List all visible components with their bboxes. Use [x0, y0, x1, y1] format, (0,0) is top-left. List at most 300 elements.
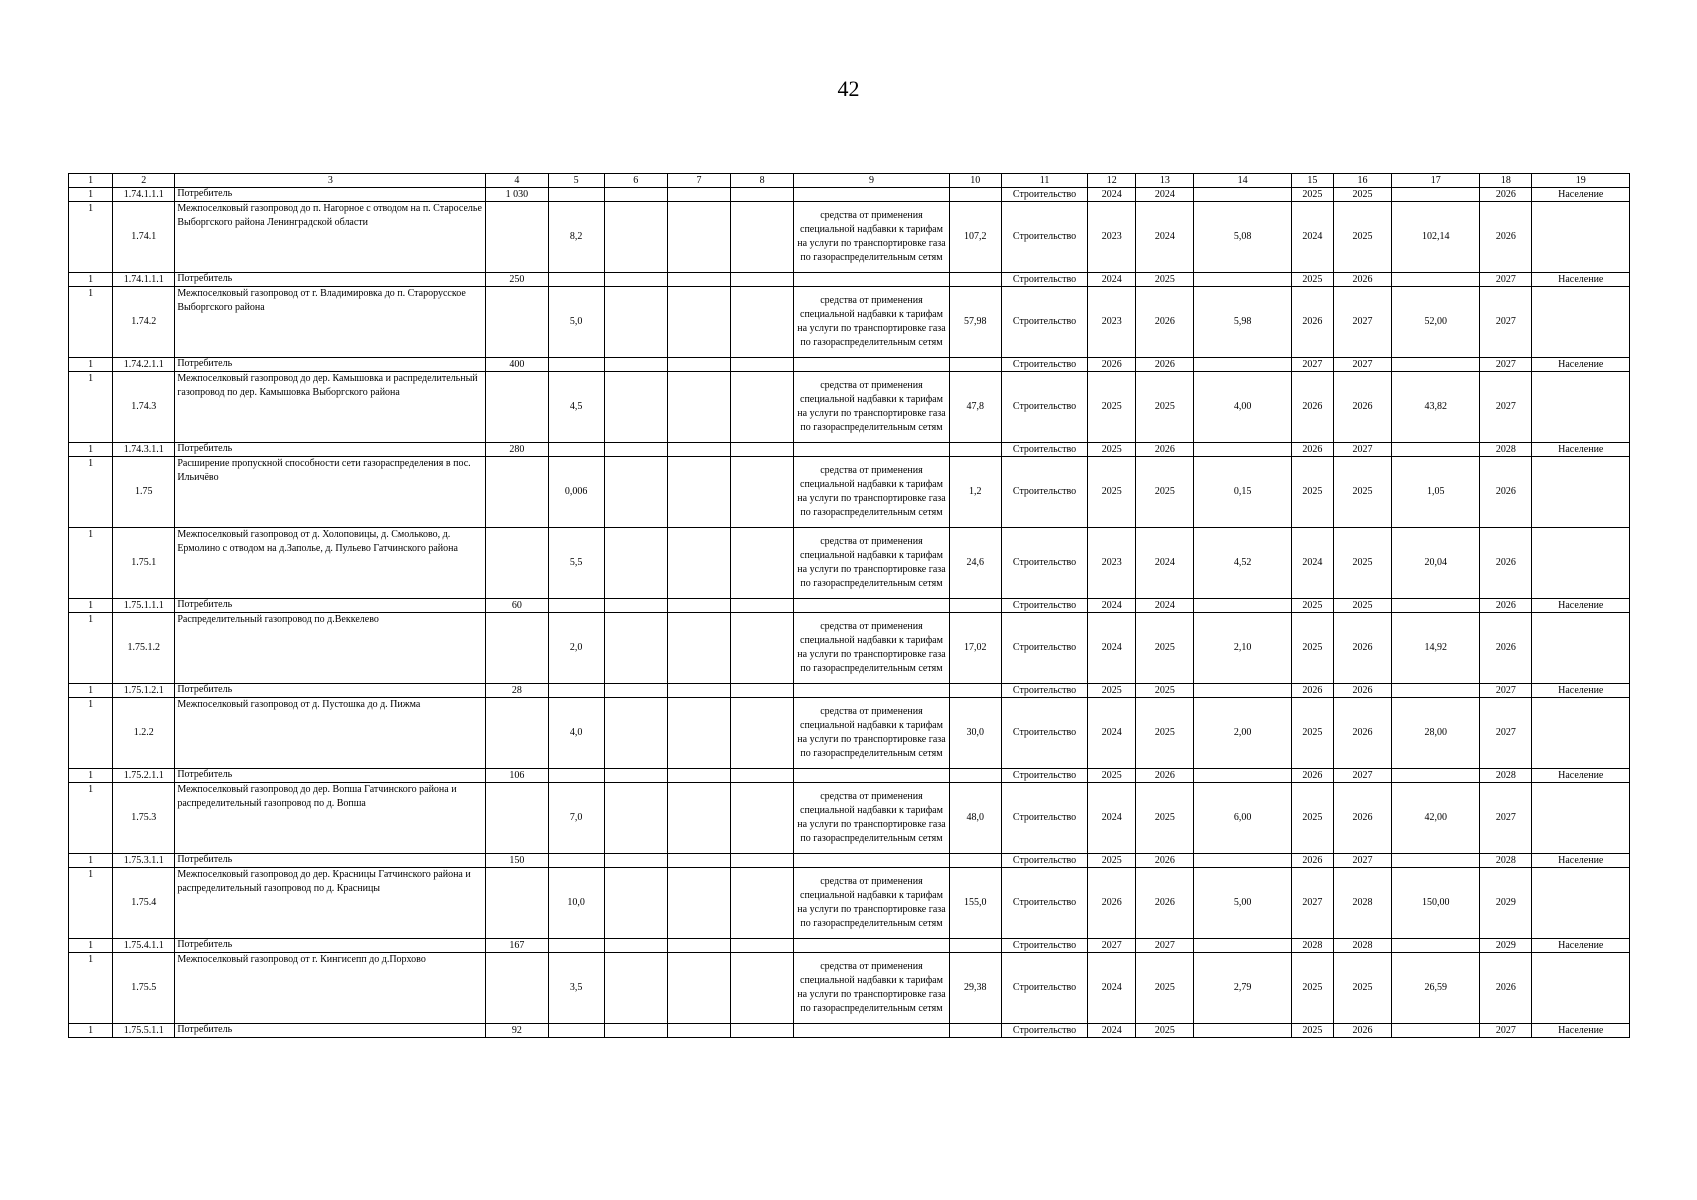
table-cell: 2025	[1088, 684, 1136, 698]
table-cell	[667, 188, 730, 202]
table-cell	[486, 783, 548, 854]
column-header: 9	[794, 174, 949, 188]
table-cell: Потребитель	[175, 358, 486, 372]
table-cell: Расширение пропускной способности сети газораспределения в пос. Ильичёво	[175, 457, 486, 528]
table-cell: 2025	[1291, 698, 1333, 769]
table-cell	[1532, 953, 1630, 1024]
table-cell: Распределительный газопровод по д.Веккелево	[175, 613, 486, 684]
column-header: 6	[604, 174, 667, 188]
table-cell: 0,15	[1194, 457, 1291, 528]
table-cell: 7,0	[548, 783, 604, 854]
table-cell: 2025	[1291, 273, 1333, 287]
table-cell	[731, 769, 794, 783]
table-cell: 1	[69, 939, 113, 953]
table-cell: 30,0	[949, 698, 1001, 769]
table-cell	[949, 188, 1001, 202]
table-cell: 1.75.3.1.1	[113, 854, 175, 868]
table-cell: 2025	[1291, 599, 1333, 613]
table-cell: средства от применения специальной надбавки к тарифам на услуги по транспортировке газа по газораспределительным сетям	[794, 868, 949, 939]
table-cell	[949, 443, 1001, 457]
table-cell: 106	[486, 769, 548, 783]
table-cell	[1532, 287, 1630, 358]
table-cell: 4,0	[548, 698, 604, 769]
project-row	[69, 953, 1630, 1024]
column-header: 4	[486, 174, 548, 188]
table-cell	[1532, 372, 1630, 443]
table-cell: 2026	[1136, 854, 1194, 868]
table-cell	[1194, 769, 1291, 783]
table-cell	[667, 287, 730, 358]
table-cell: 5,00	[1194, 868, 1291, 939]
table-cell	[1392, 443, 1480, 457]
table-cell	[604, 358, 667, 372]
table-cell: Строительство	[1001, 599, 1087, 613]
table-cell	[604, 868, 667, 939]
table-cell: 1.75.5.1.1	[113, 1024, 175, 1038]
table-cell: 2024	[1088, 188, 1136, 202]
table-cell: Потребитель	[175, 769, 486, 783]
table-cell: 2026	[1333, 613, 1391, 684]
table-cell: 1 030	[486, 188, 548, 202]
table-cell	[1392, 769, 1480, 783]
table-cell: 1.74.3	[113, 372, 175, 443]
table-cell: 3,5	[548, 953, 604, 1024]
table-cell	[1392, 684, 1480, 698]
project-row	[69, 613, 1630, 684]
table-cell: 2,79	[1194, 953, 1291, 1024]
table-cell: 2026	[1480, 528, 1532, 599]
table-cell: Межпоселковый газопровод от г. Кингисепп до д.Порхово	[175, 953, 486, 1024]
table-cell	[1194, 939, 1291, 953]
table-cell	[604, 1024, 667, 1038]
table-cell	[731, 457, 794, 528]
table-cell: 2025	[1333, 528, 1391, 599]
table-cell: Строительство	[1001, 1024, 1087, 1038]
table-cell: 28,00	[1392, 698, 1480, 769]
table-cell: 150	[486, 854, 548, 868]
column-header: 5	[548, 174, 604, 188]
table-cell: 2028	[1480, 443, 1532, 457]
table-cell: 2025	[1088, 372, 1136, 443]
table-cell: 2027	[1480, 783, 1532, 854]
table-cell: 1	[69, 783, 113, 854]
column-header: 1	[69, 174, 113, 188]
table-cell	[1532, 457, 1630, 528]
table-cell: 2024	[1136, 528, 1194, 599]
table-cell	[604, 287, 667, 358]
table-cell: Население	[1532, 599, 1630, 613]
table-cell: 2026	[1333, 273, 1391, 287]
table-cell	[1532, 613, 1630, 684]
table-cell: 2029	[1480, 868, 1532, 939]
table-cell: Население	[1532, 273, 1630, 287]
table-cell	[667, 698, 730, 769]
table-cell: 1	[69, 372, 113, 443]
table-cell	[604, 684, 667, 698]
table-cell: 2025	[1333, 188, 1391, 202]
table-cell: 1.75.4.1.1	[113, 939, 175, 953]
table-cell	[667, 599, 730, 613]
table-cell: 1.2.2	[113, 698, 175, 769]
table-cell	[949, 273, 1001, 287]
table-cell: Потребитель	[175, 188, 486, 202]
table-cell: 2027	[1480, 287, 1532, 358]
table-cell: 1.75.5	[113, 953, 175, 1024]
table-cell: 2026	[1480, 599, 1532, 613]
table-cell: 2025	[1291, 953, 1333, 1024]
table-cell: 1,05	[1392, 457, 1480, 528]
table-cell	[1532, 868, 1630, 939]
table-cell	[548, 854, 604, 868]
table-cell	[731, 358, 794, 372]
table-cell	[1532, 783, 1630, 854]
table-cell	[949, 769, 1001, 783]
table-cell: 102,14	[1392, 202, 1480, 273]
table-cell	[548, 443, 604, 457]
table-cell: 2027	[1333, 358, 1391, 372]
table-cell: 6,00	[1194, 783, 1291, 854]
table-cell	[604, 443, 667, 457]
table-cell: 2025	[1291, 457, 1333, 528]
table-cell	[486, 528, 548, 599]
table-cell: 2024	[1088, 953, 1136, 1024]
table-cell	[731, 684, 794, 698]
table-cell	[604, 613, 667, 684]
table-cell	[794, 1024, 949, 1038]
table-cell	[731, 599, 794, 613]
table-cell: 2025	[1136, 457, 1194, 528]
table-cell: Строительство	[1001, 372, 1087, 443]
table-cell: 42,00	[1392, 783, 1480, 854]
table-cell	[604, 599, 667, 613]
table-cell: 4,52	[1194, 528, 1291, 599]
table-cell: 1	[69, 457, 113, 528]
table-cell: 1	[69, 188, 113, 202]
table-cell	[1392, 273, 1480, 287]
investment-table	[68, 173, 1630, 1038]
table-cell	[604, 528, 667, 599]
table-cell: 2025	[1136, 613, 1194, 684]
consumer-row	[69, 358, 1630, 372]
table-cell	[1532, 202, 1630, 273]
table-cell: Строительство	[1001, 202, 1087, 273]
table-cell: 150,00	[1392, 868, 1480, 939]
table-cell: 1.74.2	[113, 287, 175, 358]
table-cell: 1.75.1.2.1	[113, 684, 175, 698]
table-cell: 2027	[1480, 273, 1532, 287]
consumer-row	[69, 1024, 1630, 1038]
table-cell: 1.75.1.2	[113, 613, 175, 684]
table-cell	[667, 684, 730, 698]
table-cell: 2027	[1291, 358, 1333, 372]
table-cell	[1392, 939, 1480, 953]
table-cell: Потребитель	[175, 443, 486, 457]
table-cell: 1.75.3	[113, 783, 175, 854]
table-cell: 57,98	[949, 287, 1001, 358]
table-cell: 1,2	[949, 457, 1001, 528]
consumer-row	[69, 854, 1630, 868]
table-cell	[794, 769, 949, 783]
table-cell: 2026	[1136, 769, 1194, 783]
table-cell: 155,0	[949, 868, 1001, 939]
table-cell: 2024	[1088, 273, 1136, 287]
table-cell	[667, 854, 730, 868]
table-cell: 2025	[1291, 613, 1333, 684]
project-row	[69, 287, 1630, 358]
table-cell	[1532, 698, 1630, 769]
table-cell: 28	[486, 684, 548, 698]
table-cell: 1	[69, 953, 113, 1024]
table-cell	[486, 698, 548, 769]
table-cell: 1	[69, 443, 113, 457]
table-cell	[794, 443, 949, 457]
table-cell	[486, 953, 548, 1024]
table-cell: средства от применения специальной надбавки к тарифам на услуги по транспортировке газа по газораспределительным сетям	[794, 457, 949, 528]
table-cell: 1	[69, 202, 113, 273]
table-cell: Население	[1532, 1024, 1630, 1038]
table-cell: Строительство	[1001, 684, 1087, 698]
project-row	[69, 868, 1630, 939]
table-cell	[1392, 854, 1480, 868]
table-cell	[486, 613, 548, 684]
table-cell	[548, 684, 604, 698]
table-cell	[731, 613, 794, 684]
table-cell: 2024	[1088, 698, 1136, 769]
column-header: 16	[1333, 174, 1391, 188]
table-cell: 1	[69, 854, 113, 868]
table-cell: 2027	[1333, 443, 1391, 457]
table-cell: 2026	[1291, 854, 1333, 868]
table-cell: 92	[486, 1024, 548, 1038]
table-cell	[667, 358, 730, 372]
table-cell: 26,59	[1392, 953, 1480, 1024]
table-cell: средства от применения специальной надбавки к тарифам на услуги по транспортировке газа по газораспределительным сетям	[794, 698, 949, 769]
table-cell: 52,00	[1392, 287, 1480, 358]
table-cell: 47,8	[949, 372, 1001, 443]
table-cell: Потребитель	[175, 273, 486, 287]
table-cell: 2027	[1136, 939, 1194, 953]
table-cell: 2027	[1333, 854, 1391, 868]
table-cell: 2028	[1480, 854, 1532, 868]
table-cell: средства от применения специальной надбавки к тарифам на услуги по транспортировке газа по газораспределительным сетям	[794, 287, 949, 358]
table-cell: 2026	[1291, 684, 1333, 698]
table-cell: 2024	[1291, 202, 1333, 273]
table-cell: Межпоселковый газопровод до дер. Камышовка и распределительный газопровод по дер. Камышовка Выборгского района	[175, 372, 486, 443]
table-cell	[486, 287, 548, 358]
table-cell	[486, 868, 548, 939]
table-cell	[794, 684, 949, 698]
table-cell	[794, 599, 949, 613]
column-header: 2	[113, 174, 175, 188]
table-cell: 0,006	[548, 457, 604, 528]
project-row	[69, 372, 1630, 443]
table-cell: 167	[486, 939, 548, 953]
table-cell: Строительство	[1001, 443, 1087, 457]
table-cell: 2026	[1088, 358, 1136, 372]
column-header: 12	[1088, 174, 1136, 188]
table-cell	[731, 372, 794, 443]
table-cell: 2026	[1291, 372, 1333, 443]
project-row	[69, 528, 1630, 599]
table-cell: 2,0	[548, 613, 604, 684]
table-cell: 4,5	[548, 372, 604, 443]
table-cell	[731, 443, 794, 457]
table-cell	[731, 854, 794, 868]
table-cell: 2025	[1291, 1024, 1333, 1038]
consumer-row	[69, 188, 1630, 202]
table-cell: Строительство	[1001, 783, 1087, 854]
table-cell	[667, 868, 730, 939]
consumer-row	[69, 273, 1630, 287]
table-cell	[486, 457, 548, 528]
table-cell: 2025	[1136, 684, 1194, 698]
table-cell	[667, 202, 730, 273]
table-cell: Строительство	[1001, 358, 1087, 372]
table-cell: 2023	[1088, 287, 1136, 358]
table-cell	[731, 939, 794, 953]
table-cell: 1.75	[113, 457, 175, 528]
table-cell: 29,38	[949, 953, 1001, 1024]
table-cell: 1	[69, 684, 113, 698]
table-cell: средства от применения специальной надбавки к тарифам на услуги по транспортировке газа по газораспределительным сетям	[794, 783, 949, 854]
table-cell: 5,08	[1194, 202, 1291, 273]
table-cell: 1	[69, 273, 113, 287]
table-cell: 5,0	[548, 287, 604, 358]
table-cell: 2026	[1480, 457, 1532, 528]
table-cell	[667, 528, 730, 599]
table-cell: 2026	[1333, 698, 1391, 769]
table-cell	[667, 783, 730, 854]
table-cell	[1194, 188, 1291, 202]
table-cell	[949, 599, 1001, 613]
table-cell: 2027	[1333, 769, 1391, 783]
table-cell	[731, 528, 794, 599]
table-cell	[604, 372, 667, 443]
consumer-row	[69, 599, 1630, 613]
table-cell: 2027	[1291, 868, 1333, 939]
table-cell: 2027	[1480, 358, 1532, 372]
table-cell	[1392, 188, 1480, 202]
table-cell: 2027	[1480, 698, 1532, 769]
column-header: 17	[1392, 174, 1480, 188]
table-cell: Строительство	[1001, 854, 1087, 868]
table-cell: Строительство	[1001, 939, 1087, 953]
column-header: 13	[1136, 174, 1194, 188]
table-cell: 2026	[1480, 953, 1532, 1024]
table-cell	[604, 188, 667, 202]
table-cell	[1194, 1024, 1291, 1038]
project-row	[69, 783, 1630, 854]
table-cell	[794, 854, 949, 868]
table-cell	[949, 358, 1001, 372]
table-cell: 2024	[1291, 528, 1333, 599]
table-cell: 1	[69, 358, 113, 372]
column-header: 19	[1532, 174, 1630, 188]
table-cell: 1.74.1	[113, 202, 175, 273]
table-cell: 2025	[1136, 698, 1194, 769]
table-cell: 2025	[1333, 953, 1391, 1024]
table-cell: Население	[1532, 939, 1630, 953]
table-cell: 24,6	[949, 528, 1001, 599]
column-header: 8	[731, 174, 794, 188]
table-cell: 2026	[1333, 783, 1391, 854]
table-cell: 2026	[1136, 443, 1194, 457]
table-cell	[1194, 273, 1291, 287]
table-cell: 43,82	[1392, 372, 1480, 443]
table-cell	[548, 1024, 604, 1038]
table-cell: 2026	[1291, 287, 1333, 358]
table-cell: Потребитель	[175, 1024, 486, 1038]
table-cell: 2023	[1088, 528, 1136, 599]
table-cell: 8,2	[548, 202, 604, 273]
column-header: 18	[1480, 174, 1532, 188]
table-cell: 2025	[1136, 1024, 1194, 1038]
table-cell: Межпоселковый газопровод от г. Владимировка до п. Старорусское Выборгского района	[175, 287, 486, 358]
table-cell	[1194, 684, 1291, 698]
column-number-row	[69, 174, 1630, 188]
table-cell	[949, 939, 1001, 953]
table-cell: Население	[1532, 443, 1630, 457]
table-cell	[604, 854, 667, 868]
table-cell: 1.74.3.1.1	[113, 443, 175, 457]
table-cell: Строительство	[1001, 953, 1087, 1024]
table-cell: средства от применения специальной надбавки к тарифам на услуги по транспортировке газа по газораспределительным сетям	[794, 202, 949, 273]
table-cell	[794, 939, 949, 953]
table-cell: 2025	[1088, 443, 1136, 457]
table-cell: 4,00	[1194, 372, 1291, 443]
table-cell	[794, 188, 949, 202]
table-cell	[604, 457, 667, 528]
table-cell: 2028	[1291, 939, 1333, 953]
table-cell: 10,0	[548, 868, 604, 939]
table-cell: 2027	[1480, 372, 1532, 443]
table-cell: 2026	[1088, 868, 1136, 939]
table-cell	[486, 372, 548, 443]
table-cell: 1	[69, 769, 113, 783]
table-cell	[604, 273, 667, 287]
table-cell: Потребитель	[175, 939, 486, 953]
table-cell: 2,00	[1194, 698, 1291, 769]
table-cell	[1194, 854, 1291, 868]
table-cell: 2025	[1136, 783, 1194, 854]
table-cell: Строительство	[1001, 457, 1087, 528]
table-cell: 1	[69, 1024, 113, 1038]
table-cell: 2027	[1480, 1024, 1532, 1038]
table-cell	[949, 684, 1001, 698]
table-cell: 2025	[1088, 457, 1136, 528]
table-cell	[731, 868, 794, 939]
column-header: 10	[949, 174, 1001, 188]
table-cell: средства от применения специальной надбавки к тарифам на услуги по транспортировке газа по газораспределительным сетям	[794, 953, 949, 1024]
table-cell	[667, 953, 730, 1024]
table-cell	[1392, 1024, 1480, 1038]
column-header: 3	[175, 174, 486, 188]
table-cell: 2025	[1291, 188, 1333, 202]
table-cell	[1392, 358, 1480, 372]
table-cell: 2026	[1480, 613, 1532, 684]
table-cell: 2025	[1136, 372, 1194, 443]
table-cell	[486, 202, 548, 273]
consumer-row	[69, 769, 1630, 783]
consumer-row	[69, 443, 1630, 457]
table-cell: Межпоселковый газопровод до п. Нагорное с отводом на п. Староселье Выборгского района Ленинградской области	[175, 202, 486, 273]
table-cell: средства от применения специальной надбавки к тарифам на услуги по транспортировке газа по газораспределительным сетям	[794, 528, 949, 599]
table-cell: Строительство	[1001, 273, 1087, 287]
table-cell: 250	[486, 273, 548, 287]
table-cell: Потребитель	[175, 599, 486, 613]
table-cell: Строительство	[1001, 188, 1087, 202]
table-cell: 2026	[1136, 868, 1194, 939]
